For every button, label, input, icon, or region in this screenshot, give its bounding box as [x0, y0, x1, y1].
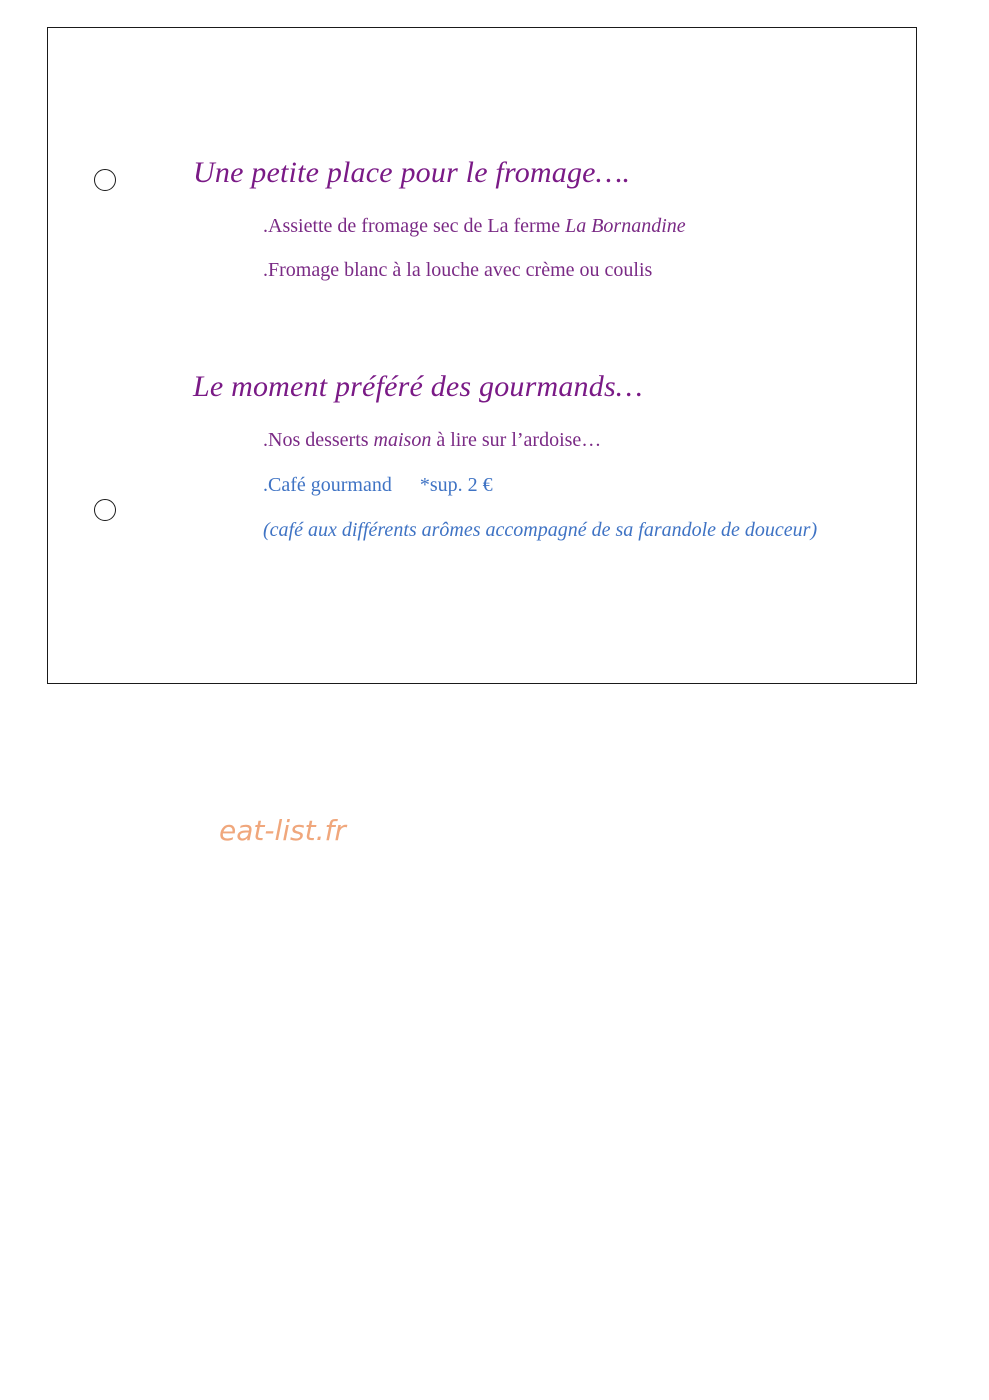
- watermark: eat-list.fr: [219, 814, 346, 847]
- menu-item-text-after: à lire sur l’ardoise…: [431, 429, 602, 451]
- menu-card: [47, 27, 917, 684]
- menu-item-cafe-description: (café aux différents arômes accompagné de sa farandole de douceur): [263, 519, 818, 541]
- menu-item-emphasis: maison: [373, 429, 432, 451]
- menu-item-desserts: [263, 429, 601, 452]
- menu-item-text: .Café gourmand: [263, 474, 392, 496]
- punch-hole-top-icon: [94, 169, 116, 191]
- section-title-fromage: Une petite place pour le fromage….: [193, 156, 631, 189]
- punch-hole-bottom-icon: [94, 499, 116, 521]
- menu-item-cafe-gourmand: [263, 474, 493, 497]
- menu-item-text: .Assiette de fromage sec de La ferme: [263, 215, 566, 237]
- menu-item-price: *sup. 2 €: [419, 474, 493, 496]
- menu-item-fromage-blanc: .Fromage blanc à la louche avec crème ou coulis: [263, 259, 653, 281]
- menu-item-text-before: .Nos desserts: [263, 429, 374, 451]
- menu-item-assiette-fromage: [263, 215, 686, 238]
- menu-item-emphasis: La Bornandine: [565, 215, 686, 237]
- section-title-gourmands: Le moment préféré des gourmands…: [193, 370, 643, 403]
